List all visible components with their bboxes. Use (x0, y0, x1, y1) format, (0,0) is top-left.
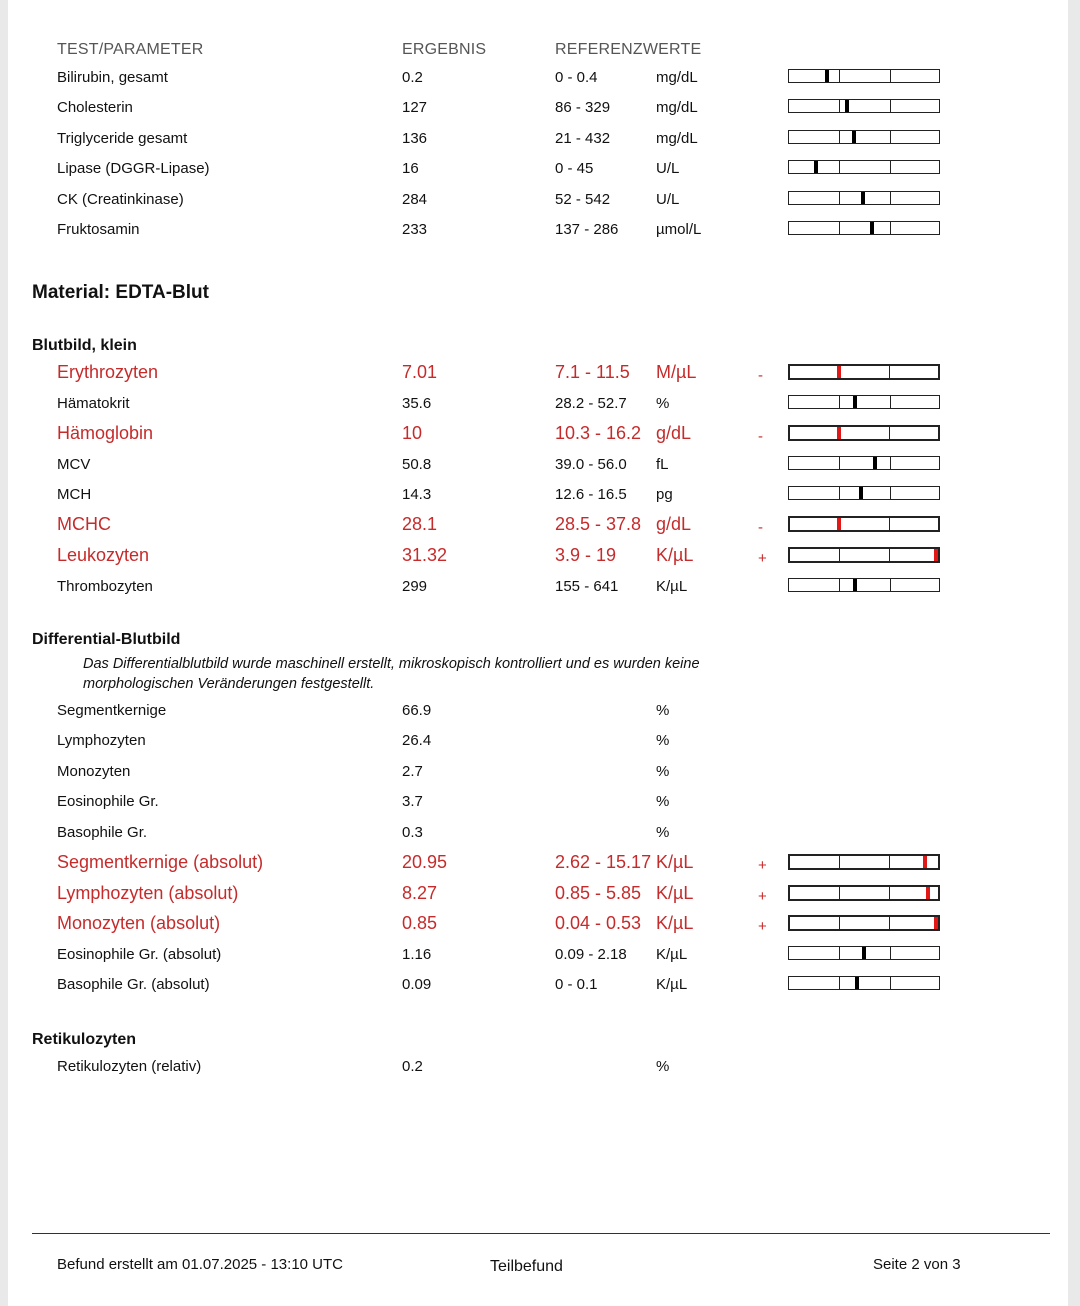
reference-range-bar (788, 854, 940, 870)
reference-range: 155 - 641 (555, 578, 619, 595)
result-marker (861, 192, 865, 204)
result-value: 14.3 (402, 486, 432, 503)
result-row (8, 96, 1068, 120)
reference-range: 39.0 - 56.0 (555, 456, 627, 473)
result-marker (870, 222, 874, 234)
result-row (8, 883, 1068, 907)
range-boundary-tick (890, 486, 891, 500)
result-row (8, 760, 1068, 784)
range-boundary-tick (889, 886, 890, 900)
unit: K/µL (656, 976, 688, 993)
result-marker (926, 887, 930, 899)
result-value: 0.3 (402, 824, 423, 841)
result-value: 35.6 (402, 395, 432, 412)
result-row (8, 1055, 1068, 1079)
unit: % (656, 824, 670, 841)
parameter-name: Leukozyten (57, 545, 150, 565)
result-value: 0.2 (402, 1058, 423, 1075)
parameter-name: Retikulozyten (relativ) (57, 1058, 202, 1075)
range-boundary-tick (890, 578, 891, 592)
result-value: 66.9 (402, 702, 432, 719)
range-boundary-tick (890, 456, 891, 470)
unit: % (656, 763, 670, 780)
differential-section-title: Differential-Blutbild (32, 631, 181, 648)
result-marker (859, 487, 863, 499)
parameter-name: Erythrozyten (57, 362, 159, 382)
result-value: 0.2 (402, 69, 423, 86)
blutbild-section-title: Blutbild, klein (32, 337, 137, 354)
range-boundary-tick (839, 548, 840, 562)
parameter-name: Monozyten (absolut) (57, 913, 221, 933)
reference-range-bar (788, 946, 940, 960)
result-row (8, 973, 1068, 997)
unit: % (656, 793, 670, 810)
result-row (8, 157, 1068, 181)
deviation-flag: + (758, 550, 767, 567)
parameter-name: Segmentkernige (absolut) (57, 852, 264, 872)
reference-range-bar (788, 516, 940, 532)
reference-range-bar (788, 547, 940, 563)
deviation-flag: - (758, 519, 763, 536)
result-marker (855, 977, 859, 989)
reference-range: 10.3 - 16.2 (555, 423, 642, 443)
parameter-name: MCH (57, 486, 92, 503)
range-boundary-tick (889, 855, 890, 869)
unit: mg/dL (656, 99, 698, 116)
unit: g/dL (656, 514, 692, 534)
unit: % (656, 1058, 670, 1075)
result-marker (852, 131, 856, 143)
reference-range-bar (788, 395, 940, 409)
result-marker (837, 518, 841, 530)
reference-range-bar (788, 364, 940, 380)
result-value: 20.95 (402, 852, 448, 872)
unit: g/dL (656, 423, 692, 443)
reference-range: 0 - 0.4 (555, 69, 598, 86)
differential-note-line-2: morphologischen Veränderungen festgestellt. (83, 676, 375, 692)
retikulozyten-section-title: Retikulozyten (32, 1031, 137, 1048)
reference-range-bar (788, 191, 940, 205)
unit: % (656, 732, 670, 749)
reference-range: 0.04 - 0.53 (555, 913, 642, 933)
result-marker (853, 396, 857, 408)
parameter-name: Eosinophile Gr. (57, 793, 159, 810)
reference-range: 0.85 - 5.85 (555, 883, 642, 903)
unit: fL (656, 456, 669, 473)
range-boundary-tick (839, 160, 840, 174)
reference-range-bar (788, 130, 940, 144)
unit: mg/dL (656, 69, 698, 86)
reference-range-bar (788, 486, 940, 500)
footer-report-status: Teilbefund (490, 1258, 563, 1275)
unit: % (656, 702, 670, 719)
reference-range: 21 - 432 (555, 130, 611, 147)
result-row (8, 699, 1068, 723)
reference-range: 137 - 286 (555, 221, 619, 238)
reference-range: 28.5 - 37.8 (555, 514, 642, 534)
header-test-parameter: TEST/PARAMETER (57, 41, 204, 58)
range-boundary-tick (890, 99, 891, 113)
parameter-name: Basophile Gr. (absolut) (57, 976, 210, 993)
range-boundary-tick (889, 426, 890, 440)
range-boundary-tick (839, 99, 840, 113)
deviation-flag: + (758, 888, 767, 905)
footer-divider (32, 1233, 1050, 1234)
reference-range-bar (788, 885, 940, 901)
range-boundary-tick (839, 578, 840, 592)
parameter-name: Monozyten (57, 763, 131, 780)
result-row (8, 218, 1068, 242)
parameter-name: Cholesterin (57, 99, 133, 116)
parameter-name: Fruktosamin (57, 221, 140, 238)
reference-range-bar (788, 976, 940, 990)
result-row (8, 453, 1068, 477)
range-boundary-tick (839, 69, 840, 83)
reference-range-bar (788, 69, 940, 83)
result-row (8, 575, 1068, 599)
parameter-name: MCHC (57, 514, 111, 534)
parameter-name: CK (Creatinkinase) (57, 191, 184, 208)
result-value: 299 (402, 578, 428, 595)
result-marker (825, 70, 829, 82)
reference-range-bar (788, 456, 940, 470)
reference-range-bar (788, 160, 940, 174)
parameter-name: Thrombozyten (57, 578, 153, 595)
result-row (8, 483, 1068, 507)
result-marker (853, 579, 857, 591)
result-value: 127 (402, 99, 428, 116)
reference-range: 28.2 - 52.7 (555, 395, 627, 412)
deviation-flag: + (758, 918, 767, 935)
parameter-name: Lymphozyten (57, 732, 146, 749)
result-value: 50.8 (402, 456, 432, 473)
range-boundary-tick (839, 191, 840, 205)
unit: M/µL (656, 362, 697, 382)
result-value: 31.32 (402, 545, 448, 565)
parameter-name: Bilirubin, gesamt (57, 69, 168, 86)
result-marker (934, 549, 938, 561)
result-marker (923, 856, 927, 868)
result-row (8, 790, 1068, 814)
range-boundary-tick (890, 130, 891, 144)
range-boundary-tick (839, 221, 840, 235)
result-marker (837, 366, 841, 378)
result-row (8, 545, 1068, 569)
result-marker (837, 427, 841, 439)
range-boundary-tick (889, 548, 890, 562)
range-boundary-tick (839, 886, 840, 900)
material-title: Material: EDTA-Blut (32, 282, 209, 303)
range-boundary-tick (890, 69, 891, 83)
result-value: 2.7 (402, 763, 423, 780)
result-row (8, 821, 1068, 845)
reference-range: 0 - 0.1 (555, 976, 598, 993)
parameter-name: Lymphozyten (absolut) (57, 883, 239, 903)
unit: K/µL (656, 883, 694, 903)
reference-range-bar (788, 99, 940, 113)
parameter-name: MCV (57, 456, 91, 473)
range-boundary-tick (839, 916, 840, 930)
reference-range-bar (788, 915, 940, 931)
result-row (8, 729, 1068, 753)
reference-range: 52 - 542 (555, 191, 611, 208)
unit: U/L (656, 191, 680, 208)
result-value: 0.85 (402, 913, 438, 933)
range-boundary-tick (890, 221, 891, 235)
range-boundary-tick (839, 395, 840, 409)
range-boundary-tick (890, 160, 891, 174)
range-boundary-tick (839, 946, 840, 960)
range-boundary-tick (839, 486, 840, 500)
header-reference: REFERENZWERTE (555, 41, 702, 58)
range-boundary-tick (889, 517, 890, 531)
unit: mg/dL (656, 130, 698, 147)
range-boundary-tick (890, 395, 891, 409)
reference-range: 2.62 - 15.17 (555, 852, 652, 872)
unit: K/µL (656, 913, 694, 933)
range-boundary-tick (889, 365, 890, 379)
result-marker (873, 457, 877, 469)
unit: pg (656, 486, 673, 503)
result-row (8, 127, 1068, 151)
range-boundary-tick (839, 130, 840, 144)
result-row (8, 188, 1068, 212)
range-boundary-tick (890, 976, 891, 990)
parameter-name: Basophile Gr. (57, 824, 148, 841)
result-row (8, 66, 1068, 90)
reference-range: 12.6 - 16.5 (555, 486, 627, 503)
result-row (8, 392, 1068, 416)
reference-range: 7.1 - 11.5 (555, 362, 630, 382)
report-page (8, 0, 1068, 1306)
parameter-name: Hämoglobin (57, 423, 154, 443)
result-value: 28.1 (402, 514, 438, 534)
reference-range: 0.09 - 2.18 (555, 946, 627, 963)
reference-range-bar (788, 221, 940, 235)
deviation-flag: - (758, 428, 763, 445)
unit: K/µL (656, 946, 688, 963)
unit: µmol/L (656, 221, 702, 238)
result-row (8, 943, 1068, 967)
parameter-name: Triglyceride gesamt (57, 130, 188, 147)
range-boundary-tick (890, 946, 891, 960)
unit: K/µL (656, 545, 694, 565)
unit: K/µL (656, 578, 688, 595)
range-boundary-tick (839, 976, 840, 990)
deviation-flag: - (758, 367, 763, 384)
reference-range: 86 - 329 (555, 99, 611, 116)
result-value: 26.4 (402, 732, 432, 749)
result-marker (814, 161, 818, 173)
parameter-name: Segmentkernige (57, 702, 167, 719)
reference-range: 3.9 - 19 (555, 545, 617, 565)
result-value: 0.09 (402, 976, 432, 993)
range-boundary-tick (889, 916, 890, 930)
parameter-name: Eosinophile Gr. (absolut) (57, 946, 222, 963)
result-value: 10 (402, 423, 423, 443)
result-value: 8.27 (402, 883, 438, 903)
parameter-name: Hämatokrit (57, 395, 130, 412)
deviation-flag: + (758, 857, 767, 874)
range-boundary-tick (890, 191, 891, 205)
unit: K/µL (656, 852, 694, 872)
header-result: ERGEBNIS (402, 41, 487, 58)
result-row (8, 423, 1068, 447)
reference-range-bar (788, 425, 940, 441)
result-marker (845, 100, 849, 112)
footer-created-date: Befund erstellt am 01.07.2025 - 13:10 UTC (57, 1256, 343, 1273)
result-value: 284 (402, 191, 428, 208)
range-boundary-tick (839, 855, 840, 869)
reference-range-bar (788, 578, 940, 592)
result-value: 16 (402, 160, 419, 177)
result-value: 7.01 (402, 362, 438, 382)
range-boundary-tick (839, 456, 840, 470)
result-row (8, 852, 1068, 876)
result-row (8, 514, 1068, 538)
differential-note-line-1: Das Differentialblutbild wurde maschinell erstellt, mikroskopisch kontrolliert und es wurden keine (83, 656, 700, 672)
result-row (8, 362, 1068, 386)
result-row (8, 913, 1068, 937)
result-value: 233 (402, 221, 428, 238)
unit: U/L (656, 160, 680, 177)
result-marker (862, 947, 866, 959)
result-value: 1.16 (402, 946, 432, 963)
footer-page-number: Seite 2 von 3 (873, 1256, 961, 1273)
result-marker (934, 917, 938, 929)
result-value: 136 (402, 130, 428, 147)
parameter-name: Lipase (DGGR-Lipase) (57, 160, 210, 177)
result-value: 3.7 (402, 793, 423, 810)
reference-range: 0 - 45 (555, 160, 594, 177)
unit: % (656, 395, 670, 412)
